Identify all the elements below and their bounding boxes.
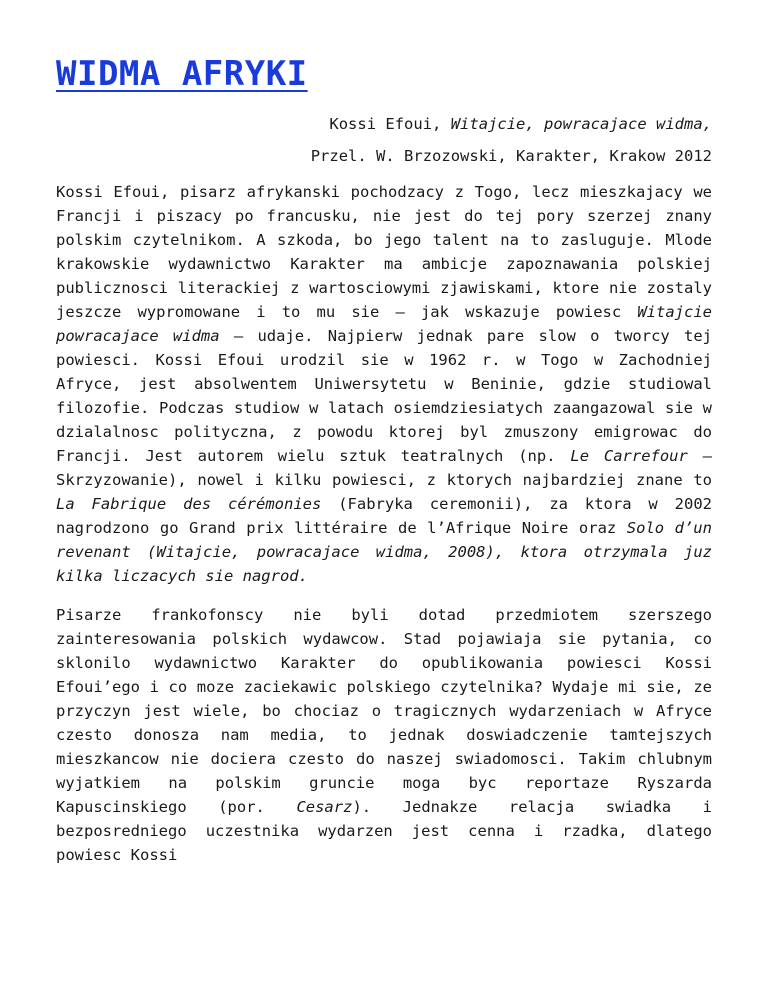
p1-italic-1: Witajcie powracajace widma: [56, 303, 712, 345]
p1-text-1: Kossi Efoui, pisarz afrykanski pochodzacy z Togo, lecz mieszkajacy we Francji i piszacy po francusku, nie jest do tej pory szerzej znany polskim czytelnikom. A szkoda, bo jego talent na to zasluguje. Mlode krakowskie wydawnictwo Karakter ma ambicje zapoznawania polskiej publicznosci literackiej z wartosciowymi zjawiskami, ktore nie zostaly jeszcze wypromowane i to mu sie – jak wskazuje powiesc: [56, 183, 712, 321]
biblio-book-title: Witajcie, powracajace widma,: [450, 115, 712, 133]
bibliographic-note: [56, 108, 712, 172]
p1-text-2: – udaje. Najpierw jednak pare slow o tworcy tej powiesci. Kossi Efoui urodzil sie w 1962 r. w Togo w Zachodniej Afryce, jest absolwentem Uniwersytetu w Beninie, gdzie studiowal filozofie. Podczas studiow w latach osiemdziesiatych zaangazowal sie w dzialalnosc polityczna, z powodu ktorej byl zmuszony emigrowac do Francji. Jest autorem wielu sztuk teatralnych (np.: [56, 327, 712, 465]
p1-italic-3: La Fabrique des cérémonies: [56, 495, 322, 513]
p2-italic-1: Cesarz: [296, 798, 353, 816]
biblio-author-line: [56, 108, 712, 140]
p1-text-4: (Fabryka ceremonii), za ktora w 2002 nagrodzono go Grand prix littéraire de l’Afrique Noire oraz: [56, 495, 712, 537]
p1-text-3: – Skrzyzowanie), nowel i kilku powiesci, z ktorych najbardziej znane to: [56, 447, 713, 489]
article-body: [56, 180, 712, 867]
paragraph-1: [56, 180, 712, 588]
p1-italic-2: Le Carrefour: [570, 447, 688, 465]
p2-text-2: ). Jednakze relacja swiadka i bezposredniego uczestnika wydarzen jest cenna i rzadka, dlatego powiesc Kossi: [56, 798, 712, 864]
biblio-author: Kossi Efoui,: [329, 115, 451, 133]
p1-italic-4: Solo d’un revenant (Witajcie, powracajace widma, 2008), ktora otrzymala juz kilka liczacych sie nagrod.: [56, 519, 712, 585]
biblio-publisher-line: Przel. W. Brzozowski, Karakter, Krakow 2012: [310, 147, 712, 165]
p2-text-1: Pisarze frankofonscy nie byli dotad przedmiotem szerszego zainteresowania polskich wydawcow. Stad pojawiaja sie pytania, co sklonilo wydawnictwo Karakter do opublikowania powiesci Kossi Efoui’ego i co moze zaciekawic polskiego czytelnika? Wydaje mi sie, ze przyczyn jest wiele, bo chociaz o tragicznych wydarzeniach w Afryce czesto donosza nam media, to jednak doswiadczenie tamtejszych mieszkancow nie dociera czesto do naszej swiadomosci. Takim chlubnym wyjatkiem na polskim gruncie moga byc reportaze Ryszarda Kapuscinskiego (por.: [56, 606, 712, 816]
paragraph-2: [56, 603, 712, 867]
article-title-link[interactable]: WIDMA AFRYKI: [56, 54, 308, 94]
